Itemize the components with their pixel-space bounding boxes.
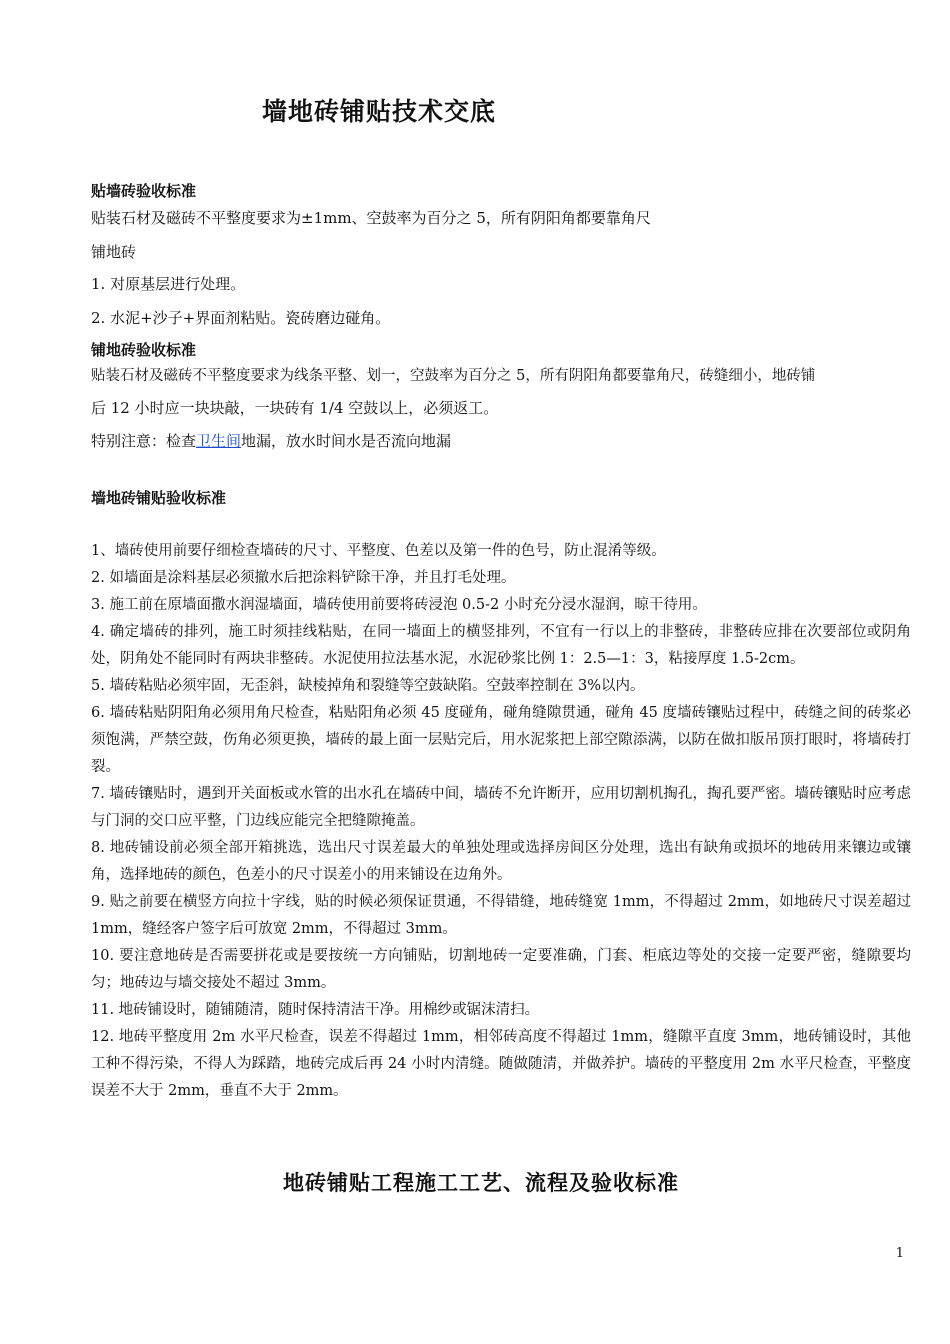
page-title: 墙地砖铺贴技术交底 bbox=[262, 97, 497, 126]
special-note-prefix: 特别注意：检查 bbox=[91, 432, 197, 450]
section2-list bbox=[91, 538, 911, 1105]
list-item: 9. 贴之前要在横竖方向拉十字线，贴的时候必须保证贯通，不得错缝，地砖缝宽 1mm，不得超过 2mm，如地砖尺寸误差超过 1mm，缝经客户签字后可放宽 2mm，不得超过 3mm。 bbox=[91, 894, 911, 937]
bathroom-link[interactable]: 卫生间 bbox=[196, 432, 242, 450]
list-item: 7. 墙砖镶贴时，遇到开关面板或水管的出水孔在墙砖中间，墙砖不允许断开，应用切割机掏孔，掏孔要严密。墙砖镶贴时应考虑与门洞的交口应平整，门边线应能完全把缝隙掩盖。 bbox=[91, 786, 911, 829]
special-note bbox=[91, 430, 451, 452]
list-item: 6. 墙砖粘贴阴阳角必须用角尺检查，粘贴阳角必须 45 度碰角，碰角缝隙贯通，碰角 45 度墙砖镶贴过程中，砖缝之间的砖浆必须饱满，严禁空鼓，伤角必须更换，墙砖的最上面一层贴完后，用水泥浆把上部空隙添满，以防在做扣版吊顶打眼时，将墙砖打裂。 bbox=[91, 705, 911, 775]
wall-accept-heading: 贴墙砖验收标准 bbox=[91, 182, 197, 200]
list-item: 11. 地砖铺设时，随铺随清，随时保持清洁干净。用棉纱或锯沫清扫。 bbox=[91, 1002, 540, 1018]
floor-tile-step-1: 1. 对原基层进行处理。 bbox=[91, 275, 246, 293]
list-item: 12. 地砖平整度用 2m 水平尺检查，误差不得超过 1mm，相邻砖高度不得超过 1mm，缝隙平直度 3mm，地砖铺设时，其他工种不得污染，不得人为踩踏，地砖完成后再 24 小时内清缝。随做随清，并做养护。墙砖的平整度用 2m 水平尺检查，平整度误差不大于 2mm，垂直不大于 2mm。 bbox=[91, 1029, 911, 1099]
list-item: 5. 墙砖粘贴必须牢固，无歪斜，缺棱掉角和裂缝等空鼓缺陷。空鼓率控制在 3%以内。 bbox=[91, 678, 645, 694]
special-note-suffix: 地漏，放水时间水是否流向地漏 bbox=[241, 432, 452, 450]
page-number: 1 bbox=[895, 1246, 904, 1261]
list-item: 2. 如墙面是涂料基层必须撤水后把涂料铲除干净，并且打毛处理。 bbox=[91, 570, 516, 586]
floor-accept-line-2: 后 12 小时应一块块敲，一块砖有 1/4 空鼓以上，必须返工。 bbox=[91, 399, 499, 417]
footer-title: 地砖铺贴工程施工工艺、流程及验收标准 bbox=[283, 1170, 679, 1195]
floor-tile-step-2: 2. 水泥+沙子+界面剂粘贴。瓷砖磨边碰角。 bbox=[91, 309, 391, 327]
list-item: 8. 地砖铺设前必须全部开箱挑选，选出尺寸误差最大的单独处理或选择房间区分处理，选出有缺角或损坏的地砖用来镶边或镶角，选择地砖的颜色，色差小的尺寸误差小的用来铺设在边角外。 bbox=[91, 840, 911, 883]
list-item: 3. 施工前在原墙面撒水润湿墙面，墙砖使用前要将砖浸泡 0.5-2 小时充分浸水湿润，晾干待用。 bbox=[91, 597, 707, 613]
list-item: 10. 要注意地砖是否需要拼花或是要按统一方向铺贴，切割地砖一定要准确，门套、柜底边等处的交接一定要严密，缝隙要均匀；地砖边与墙交接处不超过 3mm。 bbox=[91, 948, 911, 991]
section2-heading: 墙地砖铺贴验收标准 bbox=[91, 489, 227, 507]
list-item: 1、墙砖使用前要仔细检查墙砖的尺寸、平整度、色差以及第一件的色号，防止混淆等级。 bbox=[91, 543, 666, 559]
list-item: 4. 确定墙砖的排列，施工时须挂线粘贴，在同一墙面上的横竖排列，不宜有一行以上的非整砖，非整砖应排在次要部位或阴角处，阴角处不能同时有两块非整砖。水泥使用拉法基水泥，水泥砂浆比例 1：2.5—1：3，粘接厚度 1.5-2cm。 bbox=[91, 624, 911, 667]
wall-accept-text: 贴装石材及磁砖不平整度要求为±1mm、空鼓率为百分之 5，所有阴阳角都要靠角尺 bbox=[91, 209, 651, 227]
floor-accept-line-1: 贴装石材及磁砖不平整度要求为线条平整、划一，空鼓率为百分之 5，所有阴阳角都要靠角尺，砖缝细小，地砖铺 bbox=[91, 368, 816, 384]
floor-tile-heading: 铺地砖 bbox=[91, 243, 137, 261]
floor-accept-heading: 铺地砖验收标准 bbox=[91, 341, 197, 359]
